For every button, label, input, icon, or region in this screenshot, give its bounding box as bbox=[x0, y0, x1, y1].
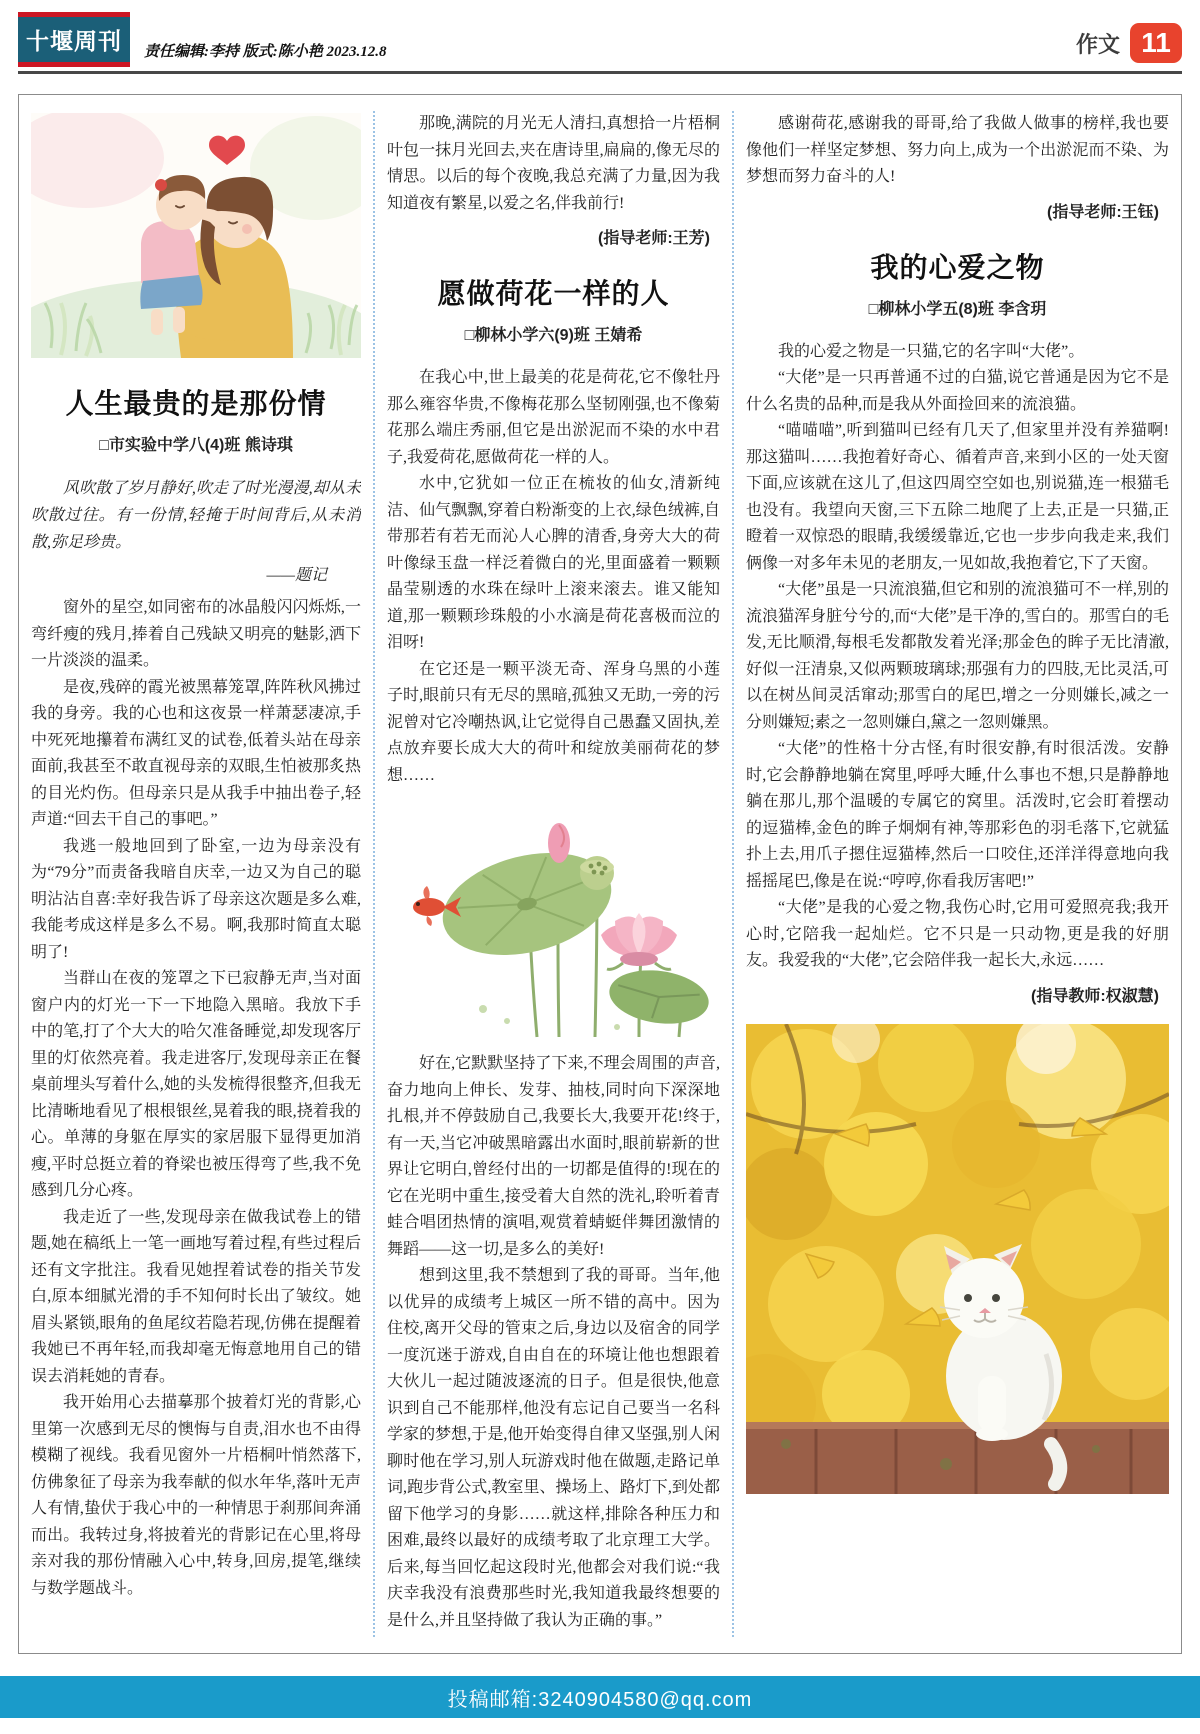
submission-email: 投稿邮箱:3240904580@qq.com bbox=[447, 1688, 753, 1711]
column-left bbox=[31, 111, 361, 1637]
paragraph: 想到这里,我不禁想到了我的哥哥。当年,他以优异的成绩考上城区一所不错的高中。因为住校,离开父母的管束之后,身边以及宿舍的同学一度沉迷于游戏,自由自在的环境让他也想跟着大伙儿一起过随波逐流的日子。但是很快,他意识到自己不能那样,他没有忘记自己要当一名科学家的梦想,于是,他开始变得自律又坚强,别人闲聊时他在学习,别人玩游戏时他在做题,走路记单词,跑步背公式,教室里、操场上、路灯下,到处都留下他学习的身影……就这样,排除各种压力和困难,最终以最好的成绩考取了北京理工大学。后来,每当回忆起这段时光,他都会对我们说:“我庆幸我没有浪费那些时光,我知道我最终想要的是什么,并且坚持做了我认为正确的事。” bbox=[387, 1267, 720, 1629]
article-body-cat bbox=[746, 339, 1169, 975]
white-cat-photo bbox=[746, 1024, 1169, 1494]
header-rule bbox=[18, 71, 1182, 74]
article-title-love: 人生最贵的是那份情 bbox=[65, 388, 327, 419]
paragraph: “大佬”的性格十分古怪,有时很安静,有时很活泼。安静时,它会静静地躺在窝里,呼呼大睡,什么事也不想,只是静静地躺在那儿,那个温暖的专属它的窝里。活泼时,它会盯着摆动的逗猫棒,金色的眸子炯炯有神,等那彩色的羽毛落下,它就猛扑上去,用爪子摁住逗猫棒,然后一口咬住,还洋洋得意地向我摇摇尾巴,像是在说:“哼哼,你看我厉害吧!” bbox=[746, 740, 1169, 890]
column-divider-left bbox=[373, 111, 375, 1637]
paragraph: “大佬”虽是一只流浪猫,但它和别的流浪猫可不一样,别的流浪猫浑身脏兮兮的,而“大佬”是干净的,雪白的。那雪白的毛发,无比顺滑,每根毛发都散发着光泽;那金色的眸子无比清澈,好似一汪清泉,又似两颗玻璃球;那强有力的四肢,无比灵活,可以在树丛间灵活窜动;那雪白的尾巴,增之一分则嫌长,减之一分则嫌短;素之一忽则嫌白,黛之一忽则嫌黑。 bbox=[746, 581, 1169, 731]
column-middle bbox=[387, 111, 720, 1637]
byline-love: □市实验中学八(4)班 熊诗琪 bbox=[99, 437, 293, 454]
page-number-badge: 11 bbox=[1130, 23, 1182, 63]
paragraph: 在它还是一颗平淡无奇、浑身乌黑的小莲子时,眼前只有无尽的黑暗,孤独又无助,一旁的污泥曾对它冷嘲热讽,让它觉得自己愚蠢又固执,差点放弃要长成大大的荷叶和绽放美丽荷花的梦想…… bbox=[387, 660, 720, 784]
paragraph: “喵喵喵”,听到猫叫已经有几天了,但家里并没有养猫啊!那这猫叫……我抱着好奇心、循着声音,来到小区的一处天窗下面,应该就在这儿了,但这四周空空如也,别说猫,连一根猫毛也没有。我望向天窗,三下五除二地爬了上去,正是一只猫,正瞪着一双惊恐的眼睛,我缓缓靠近,它也一步步向我走来,我们俩像一对多年未见的老朋友,一见如故,我抱着它,下了天窗。 bbox=[746, 422, 1169, 572]
byline-lotus: □柳林小学六(9)班 王婧希 bbox=[464, 327, 643, 344]
paragraph: 当群山在夜的笼罩之下已寂静无声,当对面窗户内的灯光一下一下地隐入黑暗。我放下手中的笔,打了个大大的哈欠准备睡觉,却发现客厅里的灯依然亮着。我走进客厅,发现母亲正在餐桌前埋头写着什么,她的头发梳得很整齐,但我无比清晰地看见了根根银丝,晃着我的眼,挠着我的心。单薄的身躯在厚实的家居服下显得更加消瘦,平时总挺立着的脊梁也被压得弯了些,我不免感到几分心疼。 bbox=[31, 970, 361, 1199]
paragraph: 好在,它默默坚持了下来,不理会周围的声音,奋力地向上伸长、发芽、抽枝,同时向下深深地扎根,并不停鼓励自己,我要长大,我要开花!终于,有一天,当它冲破黑暗露出水面时,眼前崭新的世界让它明白,曾经付出的一切都是值得的!现在的它在光明中重生,接受着大自然的洗礼,聆听着青蛙合唱团热情的演唱,观赏着蜻蜓伴舞团激情的舞蹈——这一切,是多么的美好! bbox=[387, 1055, 720, 1258]
masthead-logo bbox=[18, 12, 130, 67]
preface-signature: ——题记 bbox=[266, 567, 327, 584]
paragraph: 我开始用心去描摹那个披着灯光的背影,心里第一次感到无尽的懊悔与自责,泪水也不由得模糊了视线。我看见窗外一片梧桐叶悄然落下,仿佛象征了母亲为我奉献的似水年华,落叶无声人有情,蛰伏于我心中的一种情思于刹那间奔涌而出。我转过身,将披着光的背影记在心里,将母亲对我的那份情融入心中,转身,回房,提笔,继续与数学题战斗。 bbox=[31, 1394, 361, 1597]
byline-cat: □柳林小学五(8)班 李含玥 bbox=[868, 300, 1047, 318]
article-body-love bbox=[31, 595, 361, 1602]
teacher-credit-cat: (指导教师:权淑慧) bbox=[1031, 987, 1159, 1005]
mother-child-illustration bbox=[31, 113, 361, 358]
paragraph: “大佬”是我的心爱之物,我伤心时,它用可爱照亮我;我开心时,它陪我一起灿烂。它不只是一只动物,更是我的好朋友。我爱我的“大佬”,它会陪伴我一起长大,永远…… bbox=[746, 899, 1169, 969]
section-label: 作文 bbox=[1075, 31, 1120, 57]
preface-block bbox=[31, 475, 361, 585]
paragraph: 那晚,满院的月光无人清扫,真想拾一片梧桐叶包一抹月光回去,夹在唐诗里,扁扁的,像无尽的情思。以后的每个夜晚,我总充满了力量,因为我知道夜有繁星,以爱之名,伴我前行! bbox=[387, 115, 720, 212]
article-title-cat: 我的心爱之物 bbox=[870, 251, 1045, 283]
paragraph: 感谢荷花,感谢我的哥哥,给了我做人做事的榜样,我也要像他们一样坚定梦想、努力向上,成为一个出淤泥而不染、为梦想而努力奋斗的人! bbox=[746, 115, 1169, 185]
lotus-illustration bbox=[387, 799, 720, 1039]
teacher-credit-lotus: (指导老师:王钰) bbox=[1047, 203, 1159, 221]
masthead-title: 十堰周刊 bbox=[18, 17, 130, 62]
page-header bbox=[0, 0, 1200, 71]
article-body-lotus-2 bbox=[387, 1051, 720, 1634]
article-body-lotus-1 bbox=[387, 365, 720, 789]
paragraph: 水中,它犹如一位正在梳妆的仙女,清新纯洁、仙气飘飘,穿着白粉渐变的上衣,绿色绒裤,自带那若有若无而沁人心脾的清香,身旁大大的荷叶像绿玉盘一样泛着微白的光,里面盛着一颗颗晶莹剔透的水珠在绿叶上滚来滚去。谁又能知道,那一颗颗珍珠般的小水滴是荷花喜极而泣的泪呀! bbox=[387, 475, 720, 651]
article-end-night bbox=[387, 111, 720, 217]
content-frame bbox=[18, 94, 1182, 1654]
editor-credit-line: 责任编辑:李持 版式:陈小艳 2023.12.8 bbox=[144, 44, 387, 60]
column-right bbox=[746, 111, 1169, 1637]
footer-bar bbox=[0, 1676, 1200, 1718]
preface-text: 风吹散了岁月静好,吹走了时光漫漫,却从未吹散过往。有一份情,轻掩于时间背后,从未消散,弥足珍贵。 bbox=[31, 480, 361, 551]
paragraph: 在我心中,世上最美的花是荷花,它不像牡丹那么雍容华贵,不像梅花那么坚韧刚强,也不像菊花那么端庄秀丽,但它是出淤泥而不染的水中君子,我爱荷花,愿做荷花一样的人。 bbox=[387, 369, 720, 466]
article-title-lotus: 愿做荷花一样的人 bbox=[437, 278, 670, 309]
article-end-lotus bbox=[746, 111, 1169, 191]
column-divider-right bbox=[732, 111, 734, 1637]
paragraph: 窗外的星空,如同密布的冰晶般闪闪烁烁,一弯纤瘦的残月,捧着自己残缺又明亮的魅影,洒下一片淡淡的温柔。 bbox=[31, 599, 361, 669]
paragraph: 我走近了一些,发现母亲在做我试卷上的错题,她在稿纸上一笔一画地写着过程,有些过程后还有文字批注。我看见她捏着试卷的指关节发白,原本细腻光滑的手不知何时长出了皱纹。她眉头紧锁,眼角的鱼尾纹若隐若现,仿佛在提醒着我她已不再年轻,而我却毫无悔意地用自己的错误去消耗她的青春。 bbox=[31, 1208, 361, 1385]
masthead-bottom-bar bbox=[18, 62, 130, 67]
paragraph: “大佬”是一只再普通不过的白猫,说它普通是因为它不是什么名贵的品种,而是我从外面捡回来的流浪猫。 bbox=[746, 369, 1169, 413]
teacher-credit-night: (指导老师:王芳) bbox=[598, 230, 710, 247]
paragraph: 我的心爱之物是一只猫,它的名字叫“大佬”。 bbox=[778, 342, 1085, 360]
paragraph: 我逃一般地回到了卧室,一边为母亲没有为“79分”而责备我暗自庆幸,一边又为自己的聪明沾沾自喜:幸好我告诉了母亲这次题是多么难,我能考成这样是多么不易。啊,我那时简直太聪明了! bbox=[31, 837, 361, 961]
paragraph: 是夜,残碎的霞光被黑幕笼罩,阵阵秋风拂过我的身旁。我的心也和这夜景一样萧瑟凄凉,手中死死地攥着布满红叉的试卷,低着头站在母亲面前,我甚至不敢直视母亲的双眼,生怕被那炙热的目光灼伤。但母亲只是从我手中抽出卷子,轻声道:“回去干自己的事吧。” bbox=[31, 678, 361, 828]
